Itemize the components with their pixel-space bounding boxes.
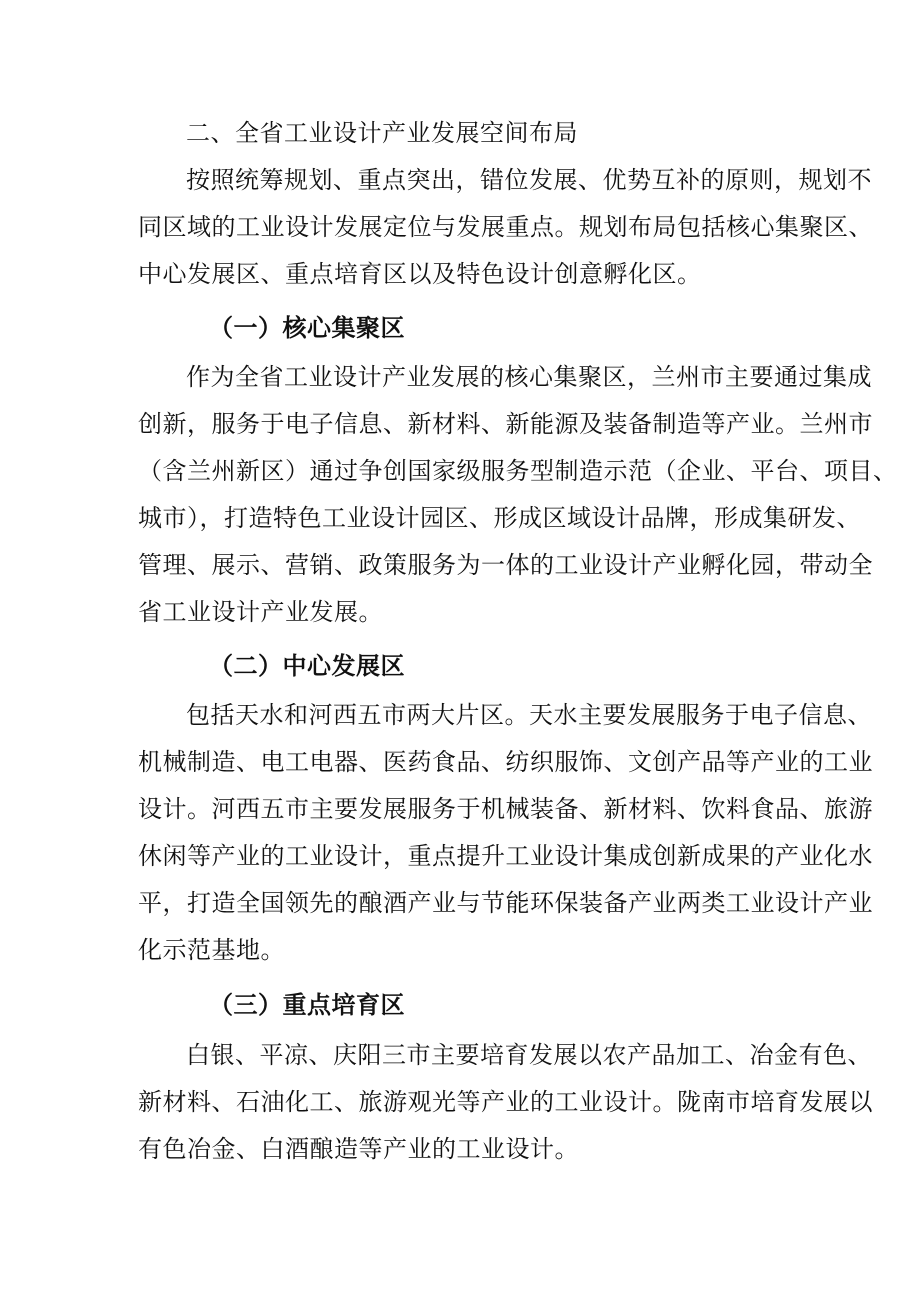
sub1-line-5: 管理、展示、营销、政策服务为一体的工业设计产业孵化园，带动全 [138, 551, 873, 579]
sub1-line-2: 创新，服务于电子信息、新材料、新能源及装备制造等产业。兰州市 [138, 410, 873, 438]
sub2-line-4: 休闲等产业的工业设计，重点提升工业设计集成创新成果的产业化水 [138, 842, 873, 870]
intro-line-3: 中心发展区、重点培育区以及特色设计创意孵化区。 [138, 260, 702, 288]
sub2-line-3: 设计。河西五市主要发展服务于机械装备、新材料、饮料食品、旅游 [138, 795, 873, 823]
section-title: 二、全省工业设计产业发展空间布局 [186, 119, 578, 147]
sub2-line-6: 化示范基地。 [138, 936, 285, 964]
sub2-line-5: 平，打造全国领先的酿酒产业与节能环保装备产业两类工业设计产业 [138, 889, 873, 917]
sub1-line-1: 作为全省工业设计产业发展的核心集聚区，兰州市主要通过集成 [186, 363, 872, 391]
sub2-line-2: 机械制造、电工电器、医药食品、纺织服饰、文创产品等产业的工业 [138, 748, 873, 776]
sub1-line-6: 省工业设计产业发展。 [138, 598, 383, 626]
sub3-line-2: 新材料、石油化工、旅游观光等产业的工业设计。陇南市培育发展以 [138, 1088, 873, 1116]
sub2-line-1: 包括天水和河西五市两大片区。天水主要发展服务于电子信息、 [186, 701, 872, 729]
intro-line-2: 同区域的工业设计发展定位与发展重点。规划布局包括核心集聚区、 [138, 213, 873, 241]
sub3-line-3: 有色冶金、白酒酿造等产业的工业设计。 [138, 1135, 579, 1163]
subsection-heading-1: （一）核心集聚区 [209, 314, 405, 342]
intro-line-1: 按照统筹规划、重点突出，错位发展、优势互补的原则，规划不 [186, 166, 872, 194]
sub1-line-4: 城市），打造特色工业设计园区、形成区域设计品牌，形成集研发、 [138, 504, 861, 532]
sub3-line-1: 白银、平凉、庆阳三市主要培育发展以农产品加工、冶金有色、 [186, 1041, 872, 1069]
subsection-heading-2: （二）中心发展区 [209, 652, 405, 680]
sub1-line-3: （含兰州新区）通过争创国家级服务型制造示范（企业、平台、项目、 [138, 457, 898, 485]
subsection-heading-3: （三）重点培育区 [209, 991, 405, 1019]
